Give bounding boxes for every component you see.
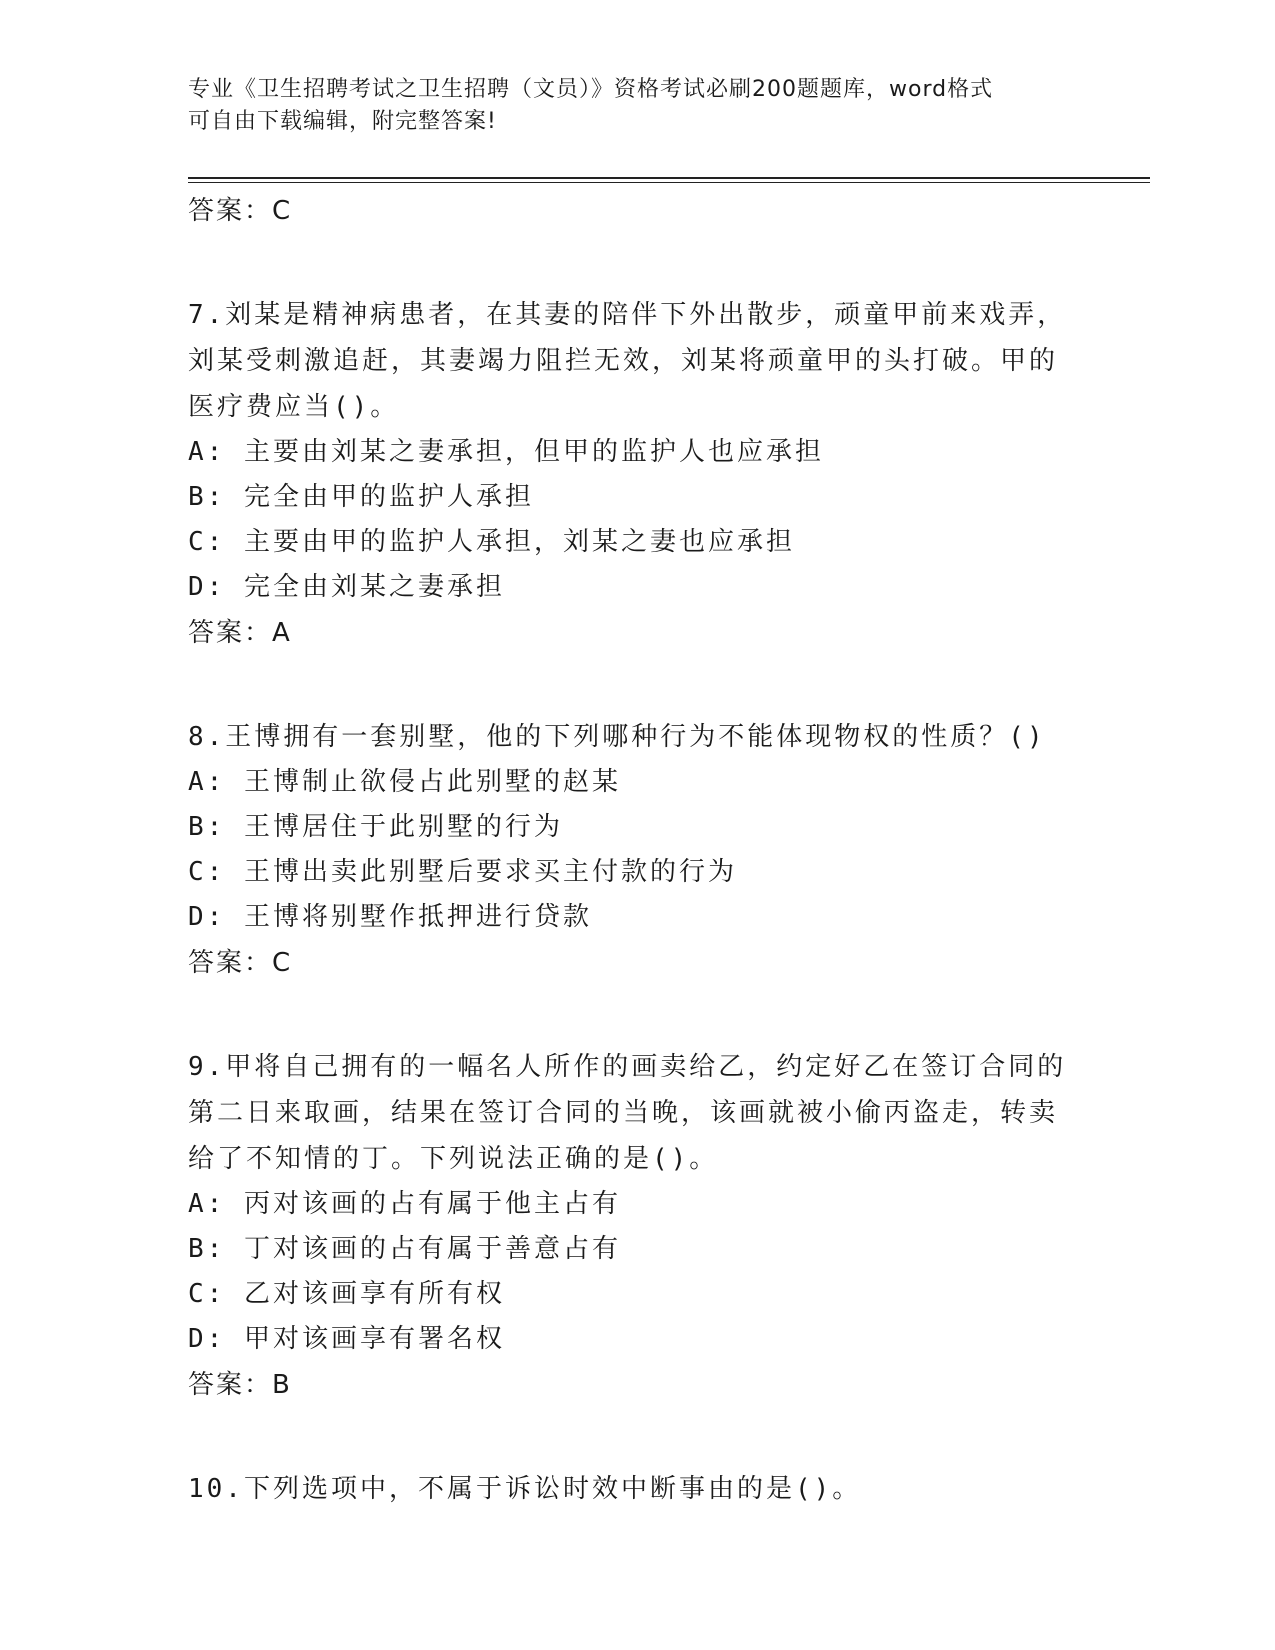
question-7-answer: 答案：A	[188, 618, 292, 648]
question-8	[188, 714, 1088, 986]
question-8-option-c: C: 王博出卖此别墅后要求买主付款的行为	[188, 857, 737, 887]
header-line-1: 专业《卫生招聘考试之卫生招聘（文员）》资格考试必刷200题题库，word格式	[188, 77, 994, 102]
question-body	[188, 188, 1088, 1512]
previous-answer: 答案：C	[188, 196, 293, 226]
question-7-option-b: B: 完全由甲的监护人承担	[188, 482, 534, 512]
question-7-line-2: 刘某受刺激追赶，其妻竭力阻拦无效，刘某将顽童甲的头打破。甲的	[188, 346, 1059, 376]
question-8-option-a: A: 王博制止欲侵占此别墅的赵某	[188, 767, 621, 797]
question-8-option-b: B: 王博居住于此别墅的行为	[188, 812, 563, 842]
question-7-line-3: 医疗费应当()。	[188, 392, 400, 422]
question-10-line-1: 10.下列选项中，不属于诉讼时效中断事由的是()。	[188, 1474, 862, 1504]
question-9-line-3: 给了不知情的丁。下列说法正确的是()。	[188, 1144, 719, 1174]
question-8-option-d: D: 王博将别墅作抵押进行贷款	[188, 902, 592, 932]
question-9-answer: 答案：B	[188, 1370, 292, 1400]
question-9-option-b: B: 丁对该画的占有属于善意占有	[188, 1234, 621, 1264]
question-10	[188, 1466, 1088, 1512]
question-9	[188, 1044, 1088, 1408]
question-7-line-1: 7.刘某是精神病患者，在其妻的陪伴下外出散步，顽童甲前来戏弄，	[188, 300, 1067, 330]
header-divider-thin	[188, 182, 1150, 183]
header-divider-thick	[188, 177, 1150, 179]
question-9-line-2: 第二日来取画，结果在签订合同的当晚，该画就被小偷丙盗走，转卖	[188, 1098, 1059, 1128]
question-7-option-a: A: 主要由刘某之妻承担，但甲的监护人也应承担	[188, 437, 824, 467]
question-7-option-c: C: 主要由甲的监护人承担，刘某之妻也应承担	[188, 527, 795, 557]
question-8-line-1: 8.王博拥有一套别墅，他的下列哪种行为不能体现物权的性质？()	[188, 722, 1046, 752]
header-line-2: 可自由下载编辑，附完整答案!	[188, 109, 497, 134]
question-7-option-d: D: 完全由刘某之妻承担	[188, 572, 505, 602]
document-header	[188, 74, 1068, 138]
question-7	[188, 292, 1088, 656]
question-9-option-a: A: 丙对该画的占有属于他主占有	[188, 1189, 621, 1219]
question-8-answer: 答案：C	[188, 948, 293, 978]
question-9-option-c: C: 乙对该画享有所有权	[188, 1279, 505, 1309]
question-9-line-1: 9.甲将自己拥有的一幅名人所作的画卖给乙，约定好乙在签订合同的	[188, 1052, 1067, 1082]
question-9-option-d: D: 甲对该画享有署名权	[188, 1324, 505, 1354]
